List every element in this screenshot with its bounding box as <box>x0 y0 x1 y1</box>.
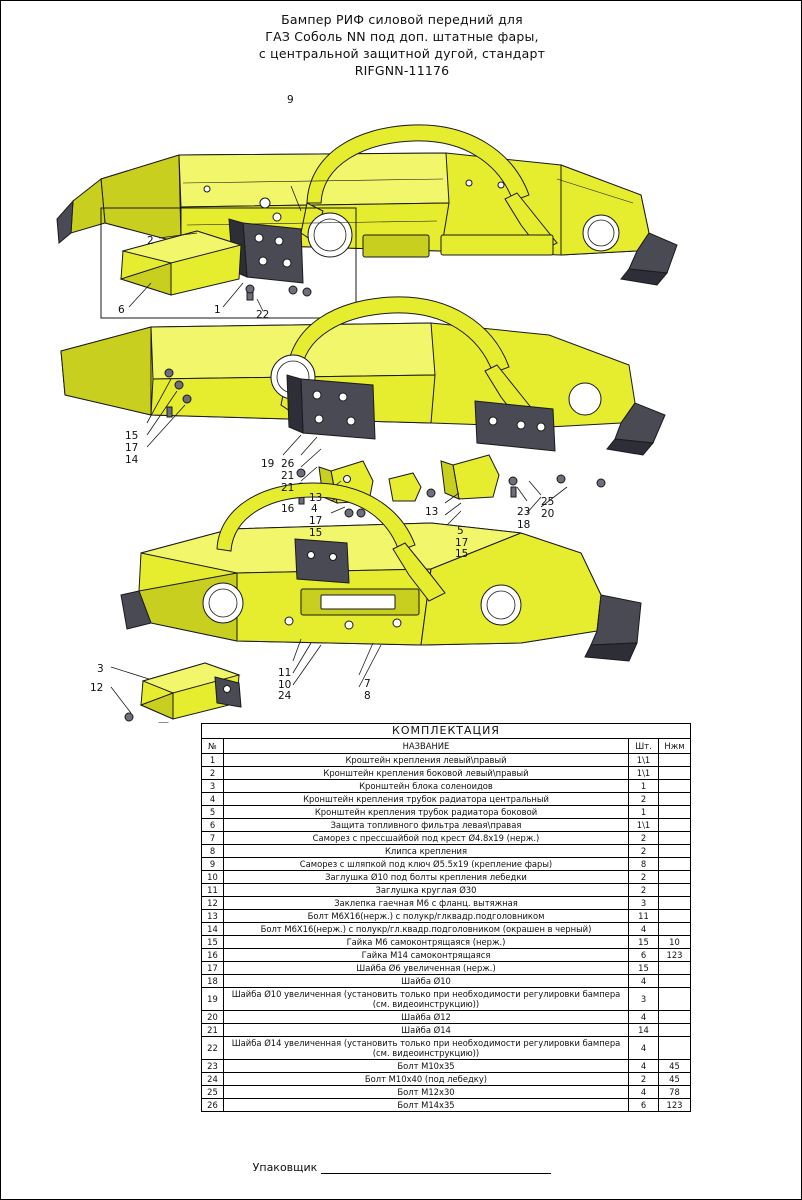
cell-torque: 45 <box>659 1073 691 1086</box>
callout-17-b: 17 <box>309 515 323 527</box>
title-line-4: RIFGNN-11176 <box>354 63 450 78</box>
header-name: НАЗВАНИЕ <box>224 739 629 754</box>
callout-8: 8 <box>364 690 371 702</box>
table-caption-row <box>202 724 691 739</box>
cell-number: 1 <box>202 754 224 767</box>
cell-name: Болт М6Х16(нерж.) с полукр/глквадр.подголовником <box>224 910 629 923</box>
callout-17-c: 17 <box>455 537 469 549</box>
cell-number: 6 <box>202 819 224 832</box>
cell-number: 3 <box>202 780 224 793</box>
header-quantity: Шт. <box>629 739 659 754</box>
callout-15-c: 15 <box>455 548 469 560</box>
callout-2: 2 <box>147 235 154 247</box>
cell-number: 12 <box>202 897 224 910</box>
cell-name: Гайка М14 самоконтрящаяся <box>224 949 629 962</box>
callout-13-a: 13 <box>309 492 323 504</box>
cell-number: 8 <box>202 845 224 858</box>
callout-15-a: 15 <box>125 430 139 442</box>
table-row <box>202 897 691 910</box>
cell-name: Заклепка гаечная М6 с фланц. вытяжная <box>224 897 629 910</box>
callout-21-a: 21 <box>281 470 295 482</box>
cell-torque <box>659 910 691 923</box>
cell-quantity: 1 <box>629 806 659 819</box>
table-row <box>202 923 691 936</box>
table-row <box>202 806 691 819</box>
table-row <box>202 936 691 949</box>
table-row <box>202 767 691 780</box>
cell-name: Заглушка Ø10 под болты крепления лебедки <box>224 871 629 884</box>
cell-torque <box>659 845 691 858</box>
exploded-view-drawing <box>1 83 802 723</box>
callout-25: 25 <box>541 496 555 508</box>
cell-quantity: 4 <box>629 975 659 988</box>
table-row <box>202 1086 691 1099</box>
cell-name: Саморез с прессшайбой под крест Ø4.8x19 (нерж.) <box>224 832 629 845</box>
table-row <box>202 754 691 767</box>
bumper-assembly-bottom <box>111 483 641 723</box>
cell-torque <box>659 923 691 936</box>
cell-name: Болт М14x35 <box>224 1099 629 1112</box>
table-row <box>202 1024 691 1037</box>
cell-quantity: 1\1 <box>629 819 659 832</box>
cell-name: Защита топливного фильтра левая\правая <box>224 819 629 832</box>
callout-4: 4 <box>311 503 318 515</box>
callout-14: 14 <box>125 454 139 466</box>
cell-quantity: 1\1 <box>629 767 659 780</box>
cell-quantity: 2 <box>629 1073 659 1086</box>
signature-blank <box>321 1162 551 1174</box>
cell-quantity: 2 <box>629 871 659 884</box>
cell-name: Заглушка круглая Ø30 <box>224 884 629 897</box>
cell-name: Кроштейн крепления левый\правый <box>224 754 629 767</box>
cell-quantity: 2 <box>629 845 659 858</box>
cell-number: 14 <box>202 923 224 936</box>
cell-quantity: 15 <box>629 936 659 949</box>
table-row <box>202 1011 691 1024</box>
callout-3: 3 <box>97 663 104 675</box>
cell-name: Гайка М6 самоконтрящаяся (нерж.) <box>224 936 629 949</box>
cell-torque <box>659 1011 691 1024</box>
document-title <box>1 11 802 79</box>
cell-name: Болт М6Х16(нерж.) с полукр/гл.квадр.подголовником (окрашен в черный) <box>224 923 629 936</box>
cell-number: 11 <box>202 884 224 897</box>
cell-number: 2 <box>202 767 224 780</box>
parts-table <box>201 723 691 1112</box>
cell-quantity: 4 <box>629 1060 659 1073</box>
cell-torque <box>659 975 691 988</box>
callout-24: 24 <box>278 690 292 702</box>
cell-number: 24 <box>202 1073 224 1086</box>
table-row <box>202 793 691 806</box>
cell-torque <box>659 858 691 871</box>
callout-19: 19 <box>261 458 275 470</box>
cell-quantity: 6 <box>629 949 659 962</box>
cell-number: 4 <box>202 793 224 806</box>
cell-quantity: 15 <box>629 962 659 975</box>
callout-22: 22 <box>256 309 270 321</box>
cell-quantity: 3 <box>629 897 659 910</box>
cell-quantity: 4 <box>629 1037 659 1060</box>
cell-name: Шайба Ø10 увеличенная (установить только при необходимости регулировки бампера (см. видеоинструкцию)) <box>224 988 629 1011</box>
cell-torque <box>659 962 691 975</box>
callout-15-b: 15 <box>309 527 323 539</box>
cell-torque <box>659 767 691 780</box>
cell-number: 22 <box>202 1037 224 1060</box>
cell-name: Кронштейн крепления трубок радиатора боковой <box>224 806 629 819</box>
cell-number: 10 <box>202 871 224 884</box>
cell-quantity: 14 <box>629 1024 659 1037</box>
cell-number: 20 <box>202 1011 224 1024</box>
cell-quantity: 4 <box>629 1011 659 1024</box>
callout-9: 9 <box>287 94 294 106</box>
callout-13-b: 13 <box>425 506 439 518</box>
cell-number: 17 <box>202 962 224 975</box>
callout-5: 5 <box>457 525 464 537</box>
parts-table-container <box>201 723 691 1112</box>
cell-quantity: 2 <box>629 793 659 806</box>
callout-17-a: 17 <box>125 442 139 454</box>
cell-torque <box>659 1037 691 1060</box>
table-row <box>202 871 691 884</box>
table-row <box>202 1060 691 1073</box>
cell-quantity: 6 <box>629 1099 659 1112</box>
table-row <box>202 988 691 1011</box>
table-body <box>202 754 691 1112</box>
cell-name: Болт М12x30 <box>224 1086 629 1099</box>
table-row <box>202 858 691 871</box>
cell-name: Болт М10x35 <box>224 1060 629 1073</box>
callout-11: 11 <box>278 667 292 679</box>
table-row <box>202 1099 691 1112</box>
cell-name: Кронштейн крепления трубок радиатора центральный <box>224 793 629 806</box>
cell-number: 19 <box>202 988 224 1011</box>
packer-label: Упаковщик <box>252 1161 318 1174</box>
cell-name: Шайба Ø14 <box>224 1024 629 1037</box>
cell-name: Саморез с шляпкой под ключ Ø5.5x19 (крепление фары) <box>224 858 629 871</box>
cell-torque: 45 <box>659 1060 691 1073</box>
cell-torque <box>659 988 691 1011</box>
cell-name: Кронштейн блока соленоидов <box>224 780 629 793</box>
cell-name: Клипса крепления <box>224 845 629 858</box>
header-number: № <box>202 739 224 754</box>
cell-torque <box>659 780 691 793</box>
table-row <box>202 910 691 923</box>
table-row <box>202 949 691 962</box>
table-row <box>202 1073 691 1086</box>
cell-quantity: 4 <box>629 1086 659 1099</box>
callout-10: 10 <box>278 679 292 691</box>
cell-number: 18 <box>202 975 224 988</box>
cell-torque: 123 <box>659 949 691 962</box>
table-row <box>202 1037 691 1060</box>
header-torque: Нжм <box>659 739 691 754</box>
title-line-3: с центральной защитной дугой, стандарт <box>258 46 546 61</box>
table-row <box>202 819 691 832</box>
cell-quantity: 8 <box>629 858 659 871</box>
callout-21-b: 21 <box>281 482 295 494</box>
cell-torque <box>659 754 691 767</box>
table-row <box>202 962 691 975</box>
cell-number: 25 <box>202 1086 224 1099</box>
cell-name: Шайба Ø12 <box>224 1011 629 1024</box>
callout-18: 18 <box>517 519 531 531</box>
cell-torque <box>659 1024 691 1037</box>
table-caption: КОМПЛЕКТАЦИЯ <box>202 724 691 739</box>
cell-quantity: 2 <box>629 832 659 845</box>
cell-quantity: 3 <box>629 988 659 1011</box>
cell-torque <box>659 871 691 884</box>
cell-number: 15 <box>202 936 224 949</box>
cell-quantity: 1 <box>629 780 659 793</box>
cell-torque <box>659 793 691 806</box>
cell-quantity: 2 <box>629 884 659 897</box>
cell-name: Шайба Ø6 увеличенная (нерж.) <box>224 962 629 975</box>
cell-number: 16 <box>202 949 224 962</box>
table-header-row <box>202 739 691 754</box>
callout-1: 1 <box>214 304 221 316</box>
packer-signature-line <box>1 1161 802 1174</box>
title-line-1: Бампер РИФ силовой передний для <box>281 12 523 27</box>
table-row <box>202 975 691 988</box>
table-row <box>202 884 691 897</box>
cell-name: Шайба Ø10 <box>224 975 629 988</box>
callout-7: 7 <box>364 678 371 690</box>
cell-number: 7 <box>202 832 224 845</box>
callout-6: 6 <box>118 304 125 316</box>
cell-number: 23 <box>202 1060 224 1073</box>
cell-quantity: 11 <box>629 910 659 923</box>
cell-number: 21 <box>202 1024 224 1037</box>
cell-torque <box>659 884 691 897</box>
cell-torque <box>659 897 691 910</box>
cell-quantity: 1\1 <box>629 754 659 767</box>
cell-torque <box>659 819 691 832</box>
cell-name: Болт М10x40 (под лебедку) <box>224 1073 629 1086</box>
cell-torque: 10 <box>659 936 691 949</box>
cell-torque: 78 <box>659 1086 691 1099</box>
callout-26: 26 <box>281 458 295 470</box>
cell-number: 9 <box>202 858 224 871</box>
callout-16: 16 <box>281 503 295 515</box>
cell-number: 5 <box>202 806 224 819</box>
cell-torque <box>659 832 691 845</box>
cell-name: Шайба Ø14 увеличенная (установить только при необходимости регулировки бампера (см. видеоинструкцию)) <box>224 1037 629 1060</box>
cell-name: Кронштейн крепления боковой левый\правый <box>224 767 629 780</box>
cell-number: 13 <box>202 910 224 923</box>
table-row <box>202 832 691 845</box>
cell-torque: 123 <box>659 1099 691 1112</box>
title-line-2: ГАЗ Соболь NN под доп. штатные фары, <box>265 29 539 44</box>
callout-23: 23 <box>517 506 531 518</box>
cell-number: 26 <box>202 1099 224 1112</box>
callout-12: 12 <box>90 682 104 694</box>
cell-torque <box>659 806 691 819</box>
callout-20: 20 <box>541 508 555 520</box>
cell-quantity: 4 <box>629 923 659 936</box>
table-row <box>202 780 691 793</box>
table-row <box>202 845 691 858</box>
